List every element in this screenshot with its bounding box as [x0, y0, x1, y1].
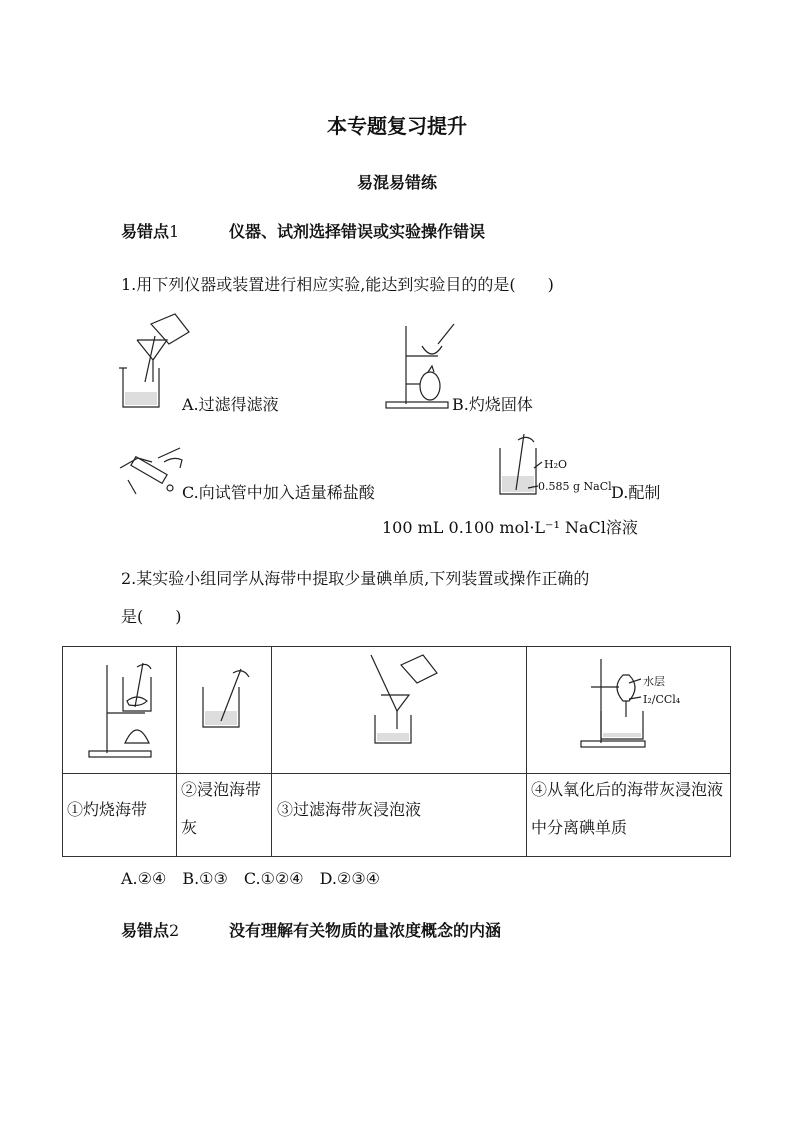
- section-1-label: 易错点: [121, 222, 170, 241]
- table-cell-1: ①灼烧海带: [67, 800, 148, 819]
- section-1-heading: [121, 219, 179, 242]
- table-cell-2: ②浸泡海带灰: [181, 780, 262, 837]
- question-2-stem-line1: 2.某实验小组同学从海带中提取少量碘单质,下列装置或操作正确的: [121, 569, 590, 588]
- water-layer-label: 水层: [643, 675, 665, 688]
- soak-figure: [201, 665, 261, 735]
- table-cell-3: ③过滤海带灰浸泡液: [277, 800, 422, 819]
- question-2-stem-line2: 是( ): [121, 607, 182, 626]
- table-cell-4: ④从氧化后的海带灰浸泡液中分离碘单质: [531, 780, 724, 837]
- dissolving-figure: [498, 432, 612, 498]
- q1-option-b: B.灼烧固体: [452, 395, 533, 414]
- section-1-title: 仪器、试剂选择错误或实验操作错误: [229, 222, 486, 241]
- iodine-layer-label: I₂/CCl₄: [643, 693, 681, 706]
- q2-table: [62, 646, 731, 857]
- question-2-choices: A.②④ B.①③ C.①②④ D.②③④: [121, 869, 381, 888]
- q1-option-d-continued: 100 mL 0.100 mol·L⁻¹ NaCl溶液: [382, 518, 638, 537]
- separatory-labels: [629, 669, 699, 709]
- page-subtitle: 易混易错练: [356, 173, 437, 192]
- filter-figure: [371, 653, 447, 745]
- test-tube-figure: [118, 438, 184, 498]
- section-2-number: 2: [169, 921, 180, 940]
- nacl-label: 0.585 g NaCl: [538, 480, 612, 493]
- section-2-title: 没有理解有关物质的量浓度概念的内涵: [229, 921, 502, 940]
- h2o-label: H₂O: [544, 458, 568, 471]
- q1-option-c: C.向试管中加入适量稀盐酸: [182, 483, 375, 502]
- q1-option-a: A.过滤得滤液: [182, 395, 279, 414]
- q1-option-d: D.配制: [611, 483, 661, 502]
- question-1-stem: 1.用下列仪器或装置进行相应实验,能达到实验目的的是( ): [121, 275, 554, 294]
- burn-seaweed-figure: [89, 657, 169, 767]
- page-title: 本专题复习提升: [327, 114, 467, 138]
- section-2-heading: [121, 918, 179, 941]
- section-2-label: 易错点: [121, 921, 170, 940]
- section-1-number: 1: [169, 222, 180, 241]
